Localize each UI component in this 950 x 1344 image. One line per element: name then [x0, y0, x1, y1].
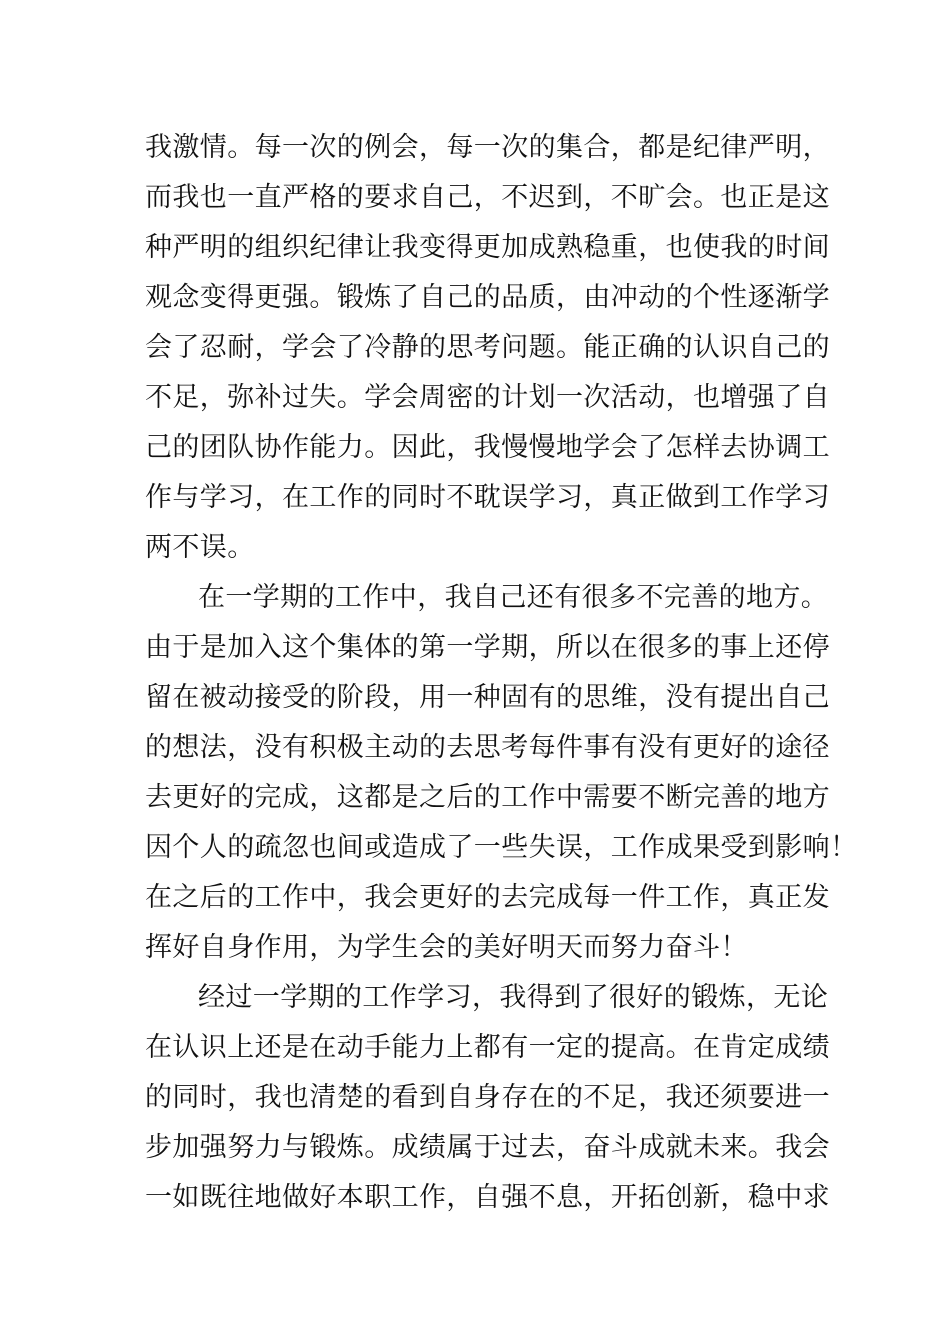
paragraph-line: 两不误。 — [145, 532, 255, 563]
paragraph-line: 挥好自身作用，为学生会的美好明天而努力奋斗！ — [145, 932, 748, 963]
paragraph-first-line: 经过一学期的工作学习，我得到了很好的锻炼，无论 — [198, 982, 829, 1013]
paragraph-line: 我激情。每一次的例会，每一次的集合，都是纪律严明， — [145, 132, 830, 163]
paragraph-line: 观念变得更强。锻炼了自己的品质，由冲动的个性逐渐学 — [145, 282, 830, 313]
paragraph-line: 在认识上还是在动手能力上都有一定的提高。在肯定成绩 — [145, 1032, 830, 1063]
paragraph-line: 留在被动接受的阶段，用一种固有的思维，没有提出自己 — [145, 682, 830, 713]
paragraph-line: 因个人的疏忽也间或造成了一些失误，工作成果受到影响！ — [145, 832, 858, 863]
paragraph-line: 己的团队协作能力。因此，我慢慢地学会了怎样去协调工 — [145, 432, 830, 463]
paragraph-line: 在之后的工作中，我会更好的去完成每一件工作，真正发 — [145, 882, 830, 913]
paragraph-first-line: 在一学期的工作中，我自己还有很多不完善的地方。 — [198, 582, 829, 613]
paragraph-line: 步加强努力与锻炼。成绩属于过去，奋斗成就未来。我会 — [145, 1132, 830, 1163]
paragraph-line: 而我也一直严格的要求自己，不迟到，不旷会。也正是这 — [145, 182, 830, 213]
paragraph-line: 去更好的完成，这都是之后的工作中需要不断完善的地方 — [145, 782, 830, 813]
paragraph-line: 种严明的组织纪律让我变得更加成熟稳重，也使我的时间 — [145, 232, 830, 263]
paragraph-line: 作与学习，在工作的同时不耽误学习，真正做到工作学习 — [145, 482, 830, 513]
paragraph-line: 的同时，我也清楚的看到自身存在的不足，我还须要进一 — [145, 1082, 830, 1113]
paragraph-line: 的想法，没有积极主动的去思考每件事有没有更好的途径 — [145, 732, 830, 763]
paragraph-line: 会了忍耐，学会了冷静的思考问题。能正确的认识自己的 — [145, 332, 830, 363]
paragraph-line: 不足，弥补过失。学会周密的计划一次活动，也增强了自 — [145, 382, 830, 413]
paragraph-line: 由于是加入这个集体的第一学期，所以在很多的事上还停 — [145, 632, 830, 663]
paragraph-line: 一如既往地做好本职工作，自强不息，开拓创新，稳中求 — [145, 1182, 830, 1213]
